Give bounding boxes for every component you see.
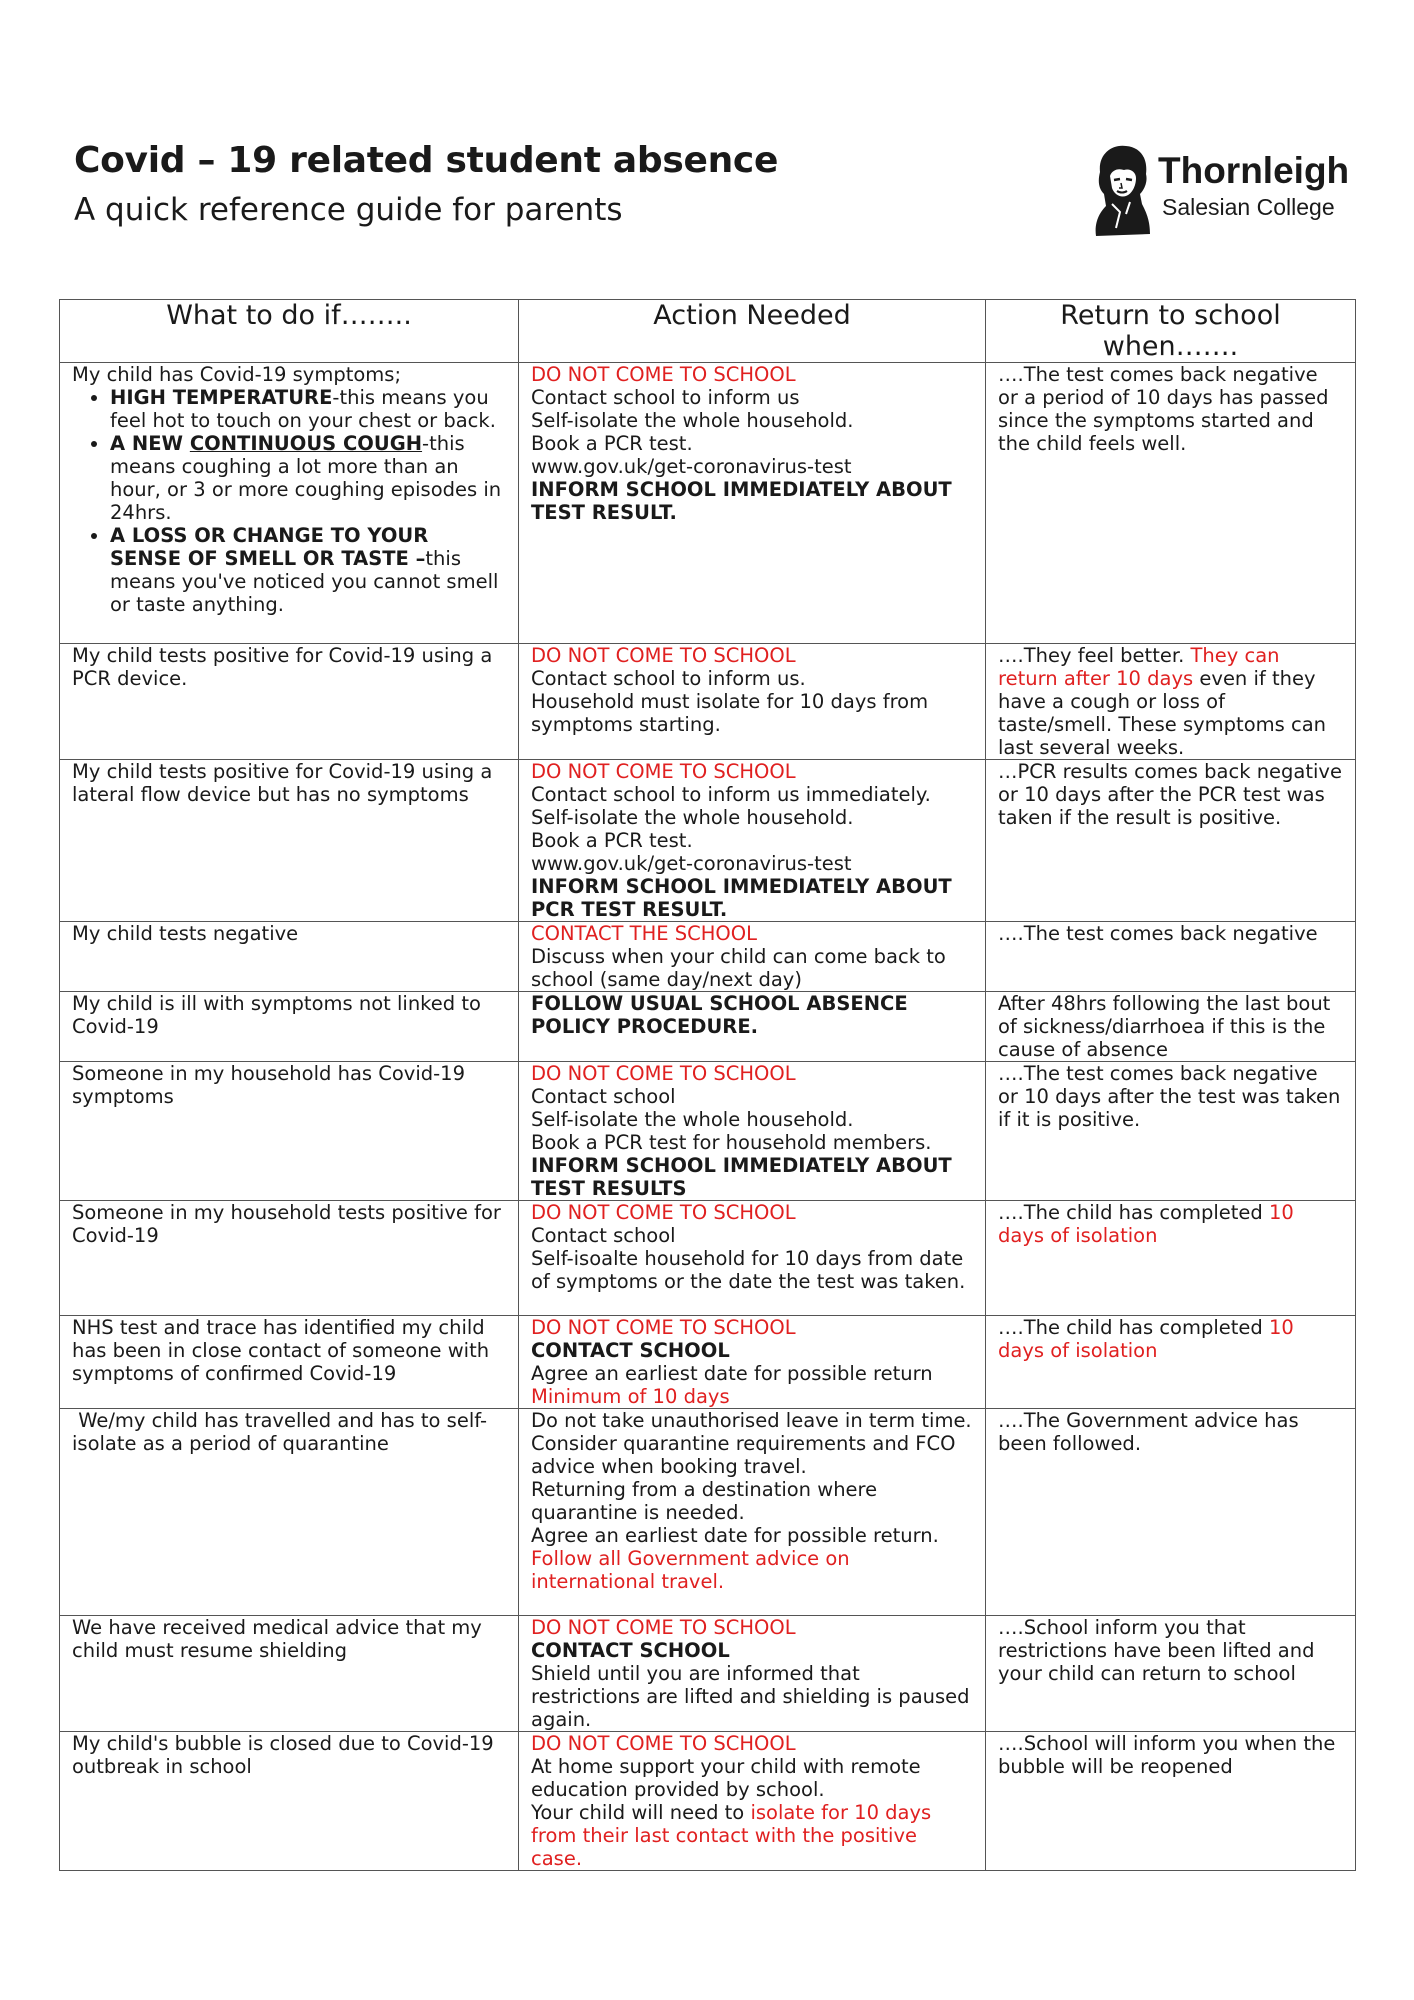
return-text: ….The child has completed [998, 1316, 1269, 1339]
return-cell [986, 363, 1356, 644]
action-line: Book a PCR test. [531, 829, 693, 852]
table-row [60, 922, 1356, 992]
action-line: Self-isolate the whole household. [531, 409, 854, 432]
situation-cell [60, 1201, 519, 1316]
action-line: Contact school to inform us immediately. [531, 783, 931, 806]
action-warning: DO NOT COME TO SCHOOL [531, 1316, 796, 1339]
action-instruction: INFORM SCHOOL IMMEDIATELY ABOUT TEST RESULTS [531, 1154, 952, 1200]
situation-cell [60, 922, 519, 992]
situation-cell [60, 644, 519, 760]
return-text: ….The test comes back negative or a period of 10 days has passed since the symptoms started and the child feels well. [998, 363, 1329, 455]
return-cell [986, 1201, 1356, 1316]
return-text: ….The test comes back negative [998, 922, 1318, 945]
symptom-description: -this means you feel hot to touch on your chest or back. [110, 386, 496, 432]
page-subtitle: A quick reference guide for parents [74, 192, 623, 228]
return-cell [986, 1732, 1356, 1871]
table-row [60, 1732, 1356, 1871]
situation-text: Someone in my household has Covid-19 symptoms [72, 1062, 465, 1108]
situation-text: My child's bubble is closed due to Covid-19 outbreak in school [72, 1732, 494, 1778]
action-warning: DO NOT COME TO SCHOOL [531, 644, 796, 667]
action-line: Contact school [531, 1224, 676, 1247]
return-text: ….The child has completed [998, 1201, 1269, 1224]
action-line: Contact school to inform us. [531, 667, 806, 690]
action-line: At home support your child with remote education provided by school. [531, 1755, 921, 1801]
situation-text: My child is ill with symptoms not linked to Covid-19 [72, 992, 481, 1038]
action-cell [519, 1616, 986, 1732]
action-line: Discuss when your child can come back to school (same day/next day) [531, 945, 946, 991]
table-row [60, 760, 1356, 922]
situation-cell [60, 760, 519, 922]
return-cell [986, 922, 1356, 992]
action-warning: DO NOT COME TO SCHOOL [531, 363, 796, 386]
action-cell [519, 1409, 986, 1616]
action-warning: DO NOT COME TO SCHOOL [531, 1732, 796, 1755]
return-highlight: 10 days of isolation [998, 1316, 1294, 1362]
return-text: ….The test comes back negative or 10 days after the test was taken if it is positive. [998, 1062, 1341, 1131]
symptom-item [110, 524, 506, 616]
action-highlight: Minimum of 10 days [531, 1385, 730, 1408]
action-line: Do not take unauthorised leave in term time. [531, 1409, 972, 1432]
situation-intro: My child has Covid-19 symptoms; [72, 363, 402, 386]
situation-text: My child tests positive for Covid-19 using a PCR device. [72, 644, 493, 690]
action-line: Shield until you are informed that restrictions are lifted and shielding is paused again. [531, 1662, 970, 1731]
action-warning: DO NOT COME TO SCHOOL [531, 1616, 796, 1639]
action-instruction: INFORM SCHOOL IMMEDIATELY ABOUT PCR TEST RESULT. [531, 875, 952, 921]
return-cell [986, 1616, 1356, 1732]
logo-school-name: Thornleigh [1158, 150, 1350, 191]
action-line: Returning from a destination where quarantine is needed. [531, 1478, 878, 1524]
absence-guide-table [59, 299, 1356, 1871]
situation-cell [60, 1732, 519, 1871]
action-line: Agree an earliest date for possible return [531, 1362, 933, 1385]
return-text: ….School inform you that restrictions have been lifted and your child can return to school [998, 1616, 1315, 1685]
page-title: Covid – 19 related student absence [74, 140, 779, 181]
action-cell [519, 1732, 986, 1871]
symptom-name: A LOSS OR CHANGE TO YOUR SENSE OF SMELL OR TASTE – [110, 524, 429, 570]
symptom-description: -this means coughing a lot more than an hour, or 3 or more coughing episodes in 24hrs. [110, 432, 502, 524]
action-cell [519, 922, 986, 992]
symptom-name: A NEW [110, 432, 190, 455]
action-warning: CONTACT THE SCHOOL [531, 922, 757, 945]
action-highlight: Follow all Government advice on international travel. [531, 1547, 850, 1593]
situation-text: NHS test and trace has identified my child has been in close contact of someone with symptoms of confirmed Covid-19 [72, 1316, 490, 1385]
return-text: ….The Government advice has been followed. [998, 1409, 1299, 1455]
situation-cell [60, 992, 519, 1062]
symptom-description: this means you've noticed you cannot smell or taste anything. [110, 547, 499, 616]
table-header-row [60, 300, 1356, 363]
symptom-name-underlined: CONTINUOUS COUGH [189, 432, 423, 455]
action-cell [519, 1062, 986, 1201]
return-cell [986, 644, 1356, 760]
table-row [60, 1201, 1356, 1316]
return-cell [986, 1316, 1356, 1409]
situation-text: My child tests positive for Covid-19 using a lateral flow device but has no symptoms [72, 760, 493, 806]
table-row [60, 644, 1356, 760]
action-line: Agree an earliest date for possible return. [531, 1524, 939, 1547]
return-highlight: They can return after 10 days [998, 644, 1280, 690]
action-cell [519, 1316, 986, 1409]
action-line: Self-isolate the whole household. [531, 806, 854, 829]
action-instruction: FOLLOW USUAL SCHOOL ABSENCE POLICY PROCEDURE. [531, 992, 908, 1038]
situation-cell [60, 1616, 519, 1732]
table-row [60, 1062, 1356, 1201]
situation-text: We/my child has travelled and has to self-isolate as a period of quarantine [72, 1409, 488, 1455]
return-text: ….School will inform you when the bubble will be reopened [998, 1732, 1336, 1778]
action-instruction: CONTACT SCHOOL [531, 1639, 730, 1662]
table-row [60, 1316, 1356, 1409]
table-row [60, 1616, 1356, 1732]
action-warning: DO NOT COME TO SCHOOL [531, 1062, 796, 1085]
return-text: After 48hrs following the last bout of sickness/diarrhoea if this is the cause of absence [998, 992, 1331, 1061]
table-row [60, 363, 1356, 644]
action-line: Consider quarantine requirements and FCO advice when booking travel. [531, 1432, 956, 1478]
symptom-item [110, 432, 506, 524]
gov-test-link[interactable]: www.gov.uk/get-coronavirus-test [531, 455, 852, 478]
return-text: ….They feel better. [998, 644, 1191, 667]
logo-school-subtitle: Salesian College [1162, 194, 1335, 220]
founder-portrait-icon [1090, 142, 1154, 240]
symptom-name: HIGH TEMPERATURE [110, 386, 333, 409]
action-line: Contact school [531, 1085, 676, 1108]
return-cell [986, 1409, 1356, 1616]
column-header-action: Action Needed [519, 300, 986, 363]
action-line: Self-isoalte household for 10 days from date of symptoms or the date the test was taken. [531, 1247, 966, 1293]
action-line: Household must isolate for 10 days from symptoms starting. [531, 690, 929, 736]
action-line: Your child will need to [531, 1801, 751, 1824]
action-warning: DO NOT COME TO SCHOOL [531, 1201, 796, 1224]
table-row [60, 1409, 1356, 1616]
column-header-return: Return to school when……. [986, 300, 1356, 363]
school-logo [1090, 142, 1360, 242]
symptom-item [110, 386, 506, 432]
action-cell [519, 1201, 986, 1316]
action-cell [519, 760, 986, 922]
action-highlight: isolate for 10 days from their last contact with the positive case. [531, 1801, 932, 1870]
action-instruction: CONTACT SCHOOL [531, 1339, 730, 1362]
action-warning: DO NOT COME TO SCHOOL [531, 760, 796, 783]
return-highlight: 10 days of isolation [998, 1201, 1294, 1247]
action-cell [519, 363, 986, 644]
situation-text: We have received medical advice that my child must resume shielding [72, 1616, 482, 1662]
situation-cell [60, 1062, 519, 1201]
situation-text: My child tests negative [72, 922, 299, 945]
situation-text: Someone in my household tests positive for Covid-19 [72, 1201, 501, 1247]
column-header-situation: What to do if…….. [60, 300, 519, 363]
situation-cell [60, 363, 519, 644]
action-line: Self-isolate the whole household. [531, 1108, 854, 1131]
action-line: Book a PCR test. [531, 432, 693, 455]
action-cell [519, 644, 986, 760]
action-cell [519, 992, 986, 1062]
action-line: Book a PCR test for household members. [531, 1131, 932, 1154]
return-cell [986, 760, 1356, 922]
gov-test-link[interactable]: www.gov.uk/get-coronavirus-test [531, 852, 852, 875]
return-cell [986, 1062, 1356, 1201]
symptom-list [72, 386, 506, 616]
table-row [60, 992, 1356, 1062]
return-cell [986, 992, 1356, 1062]
situation-cell [60, 1316, 519, 1409]
return-text: …PCR results comes back negative or 10 days after the PCR test was taken if the result is positive. [998, 760, 1342, 829]
situation-cell [60, 1409, 519, 1616]
action-line: Contact school to inform us [531, 386, 800, 409]
action-instruction: INFORM SCHOOL IMMEDIATELY ABOUT TEST RESULT. [531, 478, 952, 524]
return-text: even if they have a cough or loss of taste/smell. These symptoms can last several weeks. [998, 667, 1327, 759]
